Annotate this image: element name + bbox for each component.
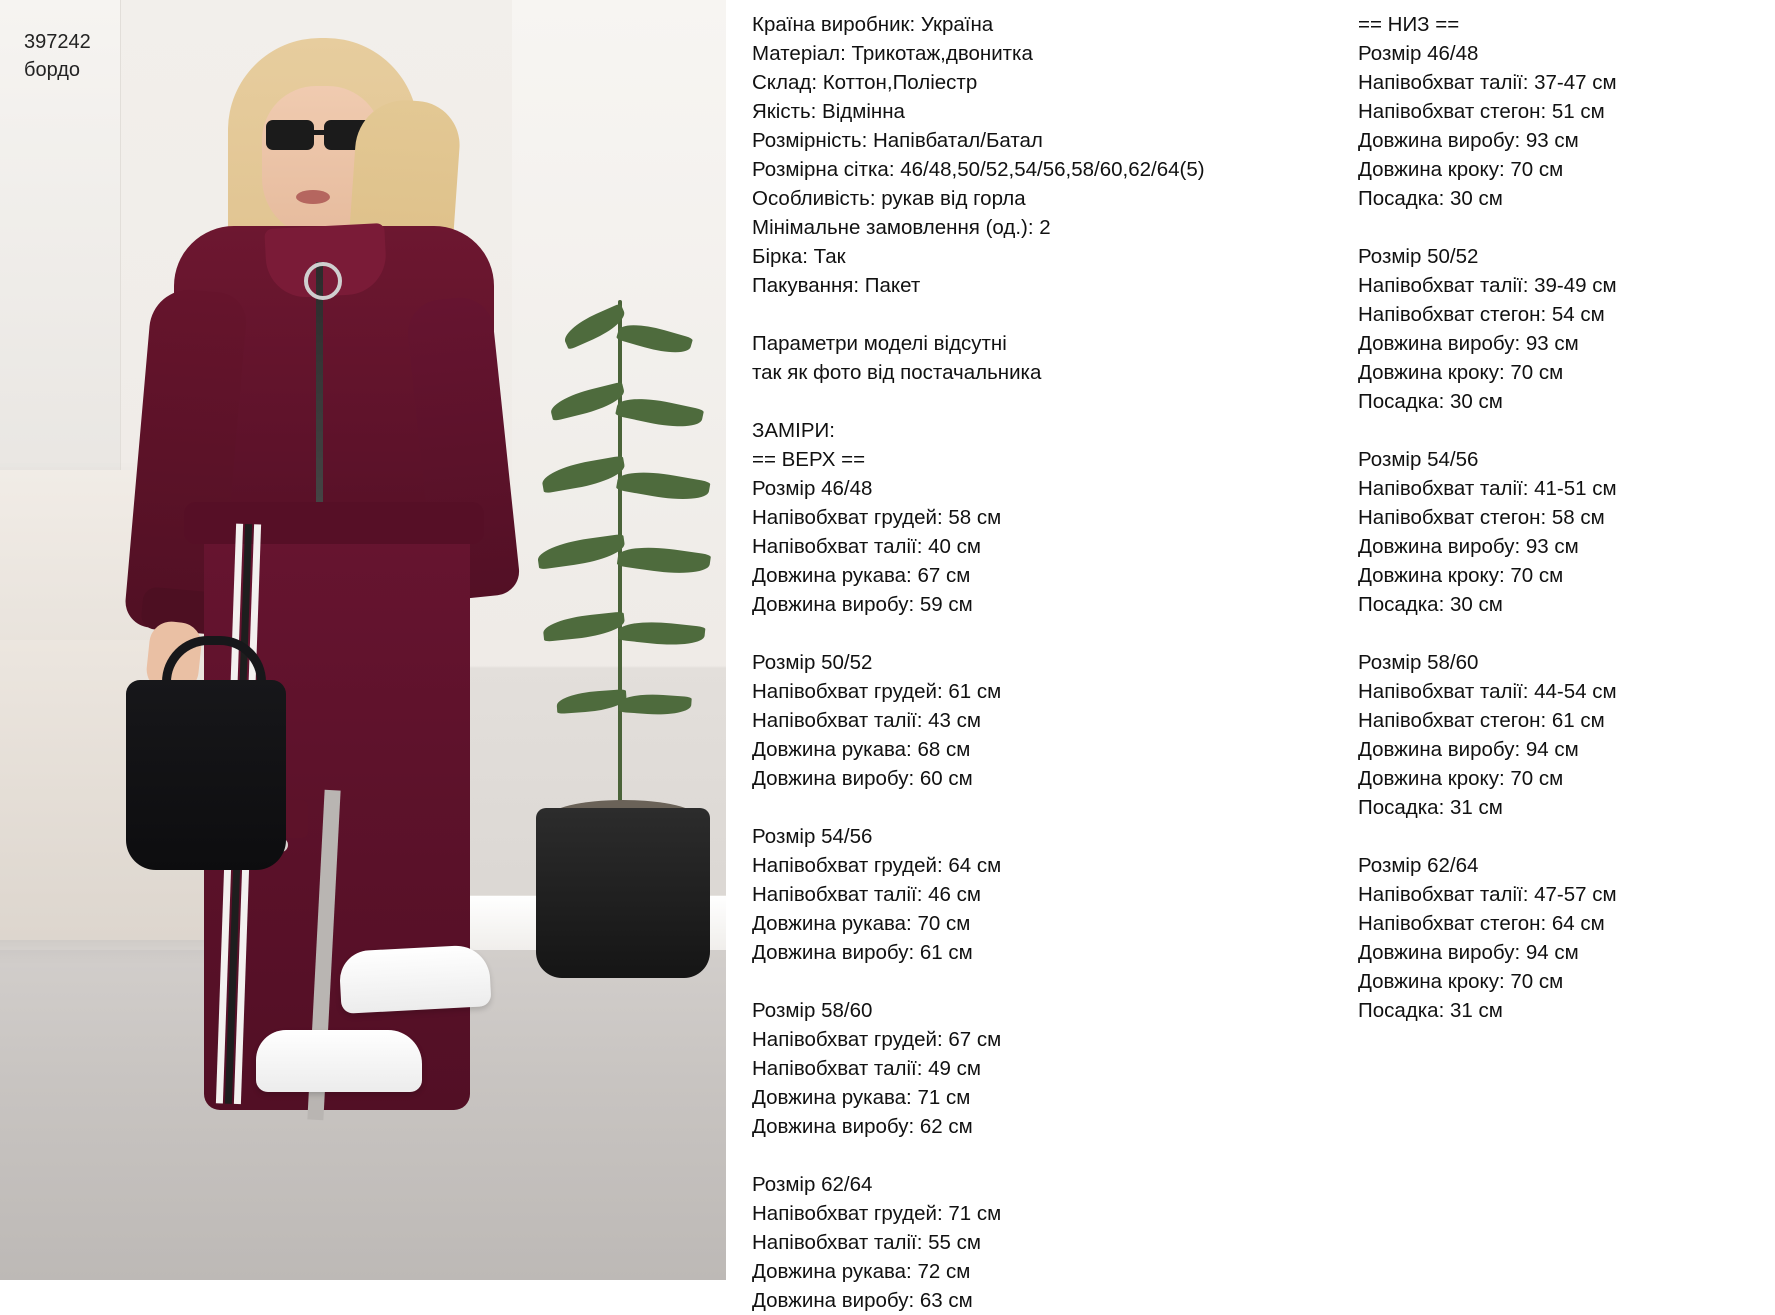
spec-line: Розмірність: Напівбатал/Батал: [752, 129, 1043, 152]
size-label: Розмір 54/56: [1358, 448, 1479, 471]
size-row: Довжина кроку: 70 см: [1358, 158, 1564, 181]
photo-scene: [0, 0, 726, 1280]
size-label: Розмір 54/56: [752, 825, 873, 848]
product-sku: 397242: [24, 31, 91, 53]
size-row: Напівобхват грудей: 64 см: [752, 854, 1002, 877]
plant-leaf: [556, 689, 627, 714]
pants-waistband: [184, 502, 484, 544]
size-row: Довжина рукава: 72 см: [752, 1260, 971, 1283]
spacer: [1358, 416, 1766, 445]
size-row: Довжина кроку: 70 см: [1358, 361, 1564, 384]
spec-line: Якість: Відмінна: [752, 100, 905, 123]
model-note-line: так як фото від постачальника: [752, 361, 1042, 384]
size-row: Напівобхват талії: 37-47 см: [1358, 71, 1617, 94]
size-row: Напівобхват талії: 40 см: [752, 535, 981, 558]
plant-leaf: [618, 618, 706, 649]
spec-column: [726, 10, 1346, 1312]
model-figure: [120, 30, 540, 1280]
size-row: Довжина кроку: 70 см: [1358, 564, 1564, 587]
size-row: Посадка: 31 см: [1358, 999, 1503, 1022]
plant-leaf: [542, 611, 626, 641]
size-row: Довжина кроку: 70 см: [1358, 970, 1564, 993]
spec-line: Мінімальне замовлення (од.): 2: [752, 216, 1051, 239]
spec-line: Бірка: Так: [752, 245, 846, 268]
spec-line: Пакування: Пакет: [752, 274, 921, 297]
size-row: Довжина рукава: 71 см: [752, 1086, 971, 1109]
size-row: Напівобхват стегон: 51 см: [1358, 100, 1605, 123]
spec-line: Особливість: рукав від горла: [752, 187, 1026, 210]
size-row: Посадка: 31 см: [1358, 796, 1503, 819]
bottom-section-header: == НИЗ ==: [1358, 13, 1460, 36]
size-row: Напівобхват талії: 41-51 см: [1358, 477, 1617, 500]
size-row: Довжина виробу: 62 см: [752, 1115, 973, 1138]
size-row: Напівобхват талії: 44-54 см: [1358, 680, 1617, 703]
bottom-measurements-column: [1346, 10, 1766, 1280]
sneaker-front: [256, 1030, 422, 1092]
size-row: Довжина рукава: 70 см: [752, 912, 971, 935]
size-label: Розмір 50/52: [752, 651, 873, 674]
spacer: [752, 1141, 1346, 1170]
size-row: Напівобхват талії: 55 см: [752, 1231, 981, 1254]
size-label: Розмір 58/60: [752, 999, 873, 1022]
size-row: Довжина рукава: 68 см: [752, 738, 971, 761]
zipper-pull-icon: [304, 262, 342, 300]
spec-line: Склад: Коттон,Поліестр: [752, 71, 978, 94]
size-label: Розмір 46/48: [1358, 42, 1479, 65]
size-label: Розмір 46/48: [752, 477, 873, 500]
spacer: [1358, 213, 1766, 242]
size-row: Довжина виробу: 59 см: [752, 593, 973, 616]
spacer: [752, 619, 1346, 648]
spacer: [1358, 822, 1766, 851]
spacer: [752, 300, 1346, 329]
spacer: [752, 967, 1346, 996]
size-row: Довжина виробу: 63 см: [752, 1289, 973, 1312]
size-row: Напівобхват талії: 43 см: [752, 709, 981, 732]
size-row: Довжина виробу: 60 см: [752, 767, 973, 790]
sunglasses-lens: [266, 120, 314, 150]
size-row: Напівобхват талії: 39-49 см: [1358, 274, 1617, 297]
size-row: Довжина виробу: 61 см: [752, 941, 973, 964]
measurements-title: ЗАМІРИ:: [752, 419, 835, 442]
top-section-header: == ВЕРХ ==: [752, 448, 866, 471]
spacer: [752, 793, 1346, 822]
size-row: Напівобхват стегон: 64 см: [1358, 912, 1605, 935]
description-area: [726, 0, 1775, 1312]
size-row: Довжина кроку: 70 см: [1358, 767, 1564, 790]
plant-pot: [536, 808, 710, 978]
size-row: Напівобхват талії: 46 см: [752, 883, 981, 906]
sneaker-back: [338, 944, 491, 1014]
size-row: Напівобхват талії: 49 см: [752, 1057, 981, 1080]
size-row: Напівобхват стегон: 58 см: [1358, 506, 1605, 529]
plant-leaf: [619, 692, 692, 717]
size-row: Довжина виробу: 93 см: [1358, 129, 1579, 152]
spacer: [1358, 619, 1766, 648]
size-row: Напівобхват стегон: 61 см: [1358, 709, 1605, 732]
model-note-line: Параметри моделі відсутні: [752, 332, 1007, 355]
size-row: Довжина виробу: 93 см: [1358, 535, 1579, 558]
size-row: Напівобхват грудей: 71 см: [752, 1202, 1002, 1225]
size-row: Довжина виробу: 93 см: [1358, 332, 1579, 355]
sku-block: [24, 28, 91, 84]
size-label: Розмір 58/60: [1358, 651, 1479, 674]
size-row: Посадка: 30 см: [1358, 390, 1503, 413]
size-row: Посадка: 30 см: [1358, 187, 1503, 210]
size-row: Довжина виробу: 94 см: [1358, 941, 1579, 964]
size-row: Довжина рукава: 67 см: [752, 564, 971, 587]
size-row: Посадка: 30 см: [1358, 593, 1503, 616]
product-image: [0, 0, 726, 1280]
size-row: Напівобхват талії: 47-57 см: [1358, 883, 1617, 906]
size-row: Напівобхват грудей: 67 см: [752, 1028, 1002, 1051]
size-row: Напівобхват стегон: 54 см: [1358, 303, 1605, 326]
spacer: [752, 387, 1346, 416]
size-row: Довжина виробу: 94 см: [1358, 738, 1579, 761]
spec-line: Країна виробник: Україна: [752, 13, 994, 36]
jacket-zipper: [316, 262, 323, 532]
size-row: Напівобхват грудей: 58 см: [752, 506, 1002, 529]
size-label: Розмір 50/52: [1358, 245, 1479, 268]
size-row: Напівобхват грудей: 61 см: [752, 680, 1002, 703]
size-label: Розмір 62/64: [1358, 854, 1479, 877]
model-lips: [296, 190, 330, 204]
spec-line: Розмірна сітка: 46/48,50/52,54/56,58/60,62/64(5): [752, 158, 1205, 181]
handbag: [126, 680, 286, 870]
product-color: бордо: [24, 59, 81, 81]
spec-line: Матеріал: Трикотаж,двонитка: [752, 42, 1033, 65]
size-label: Розмір 62/64: [752, 1173, 873, 1196]
